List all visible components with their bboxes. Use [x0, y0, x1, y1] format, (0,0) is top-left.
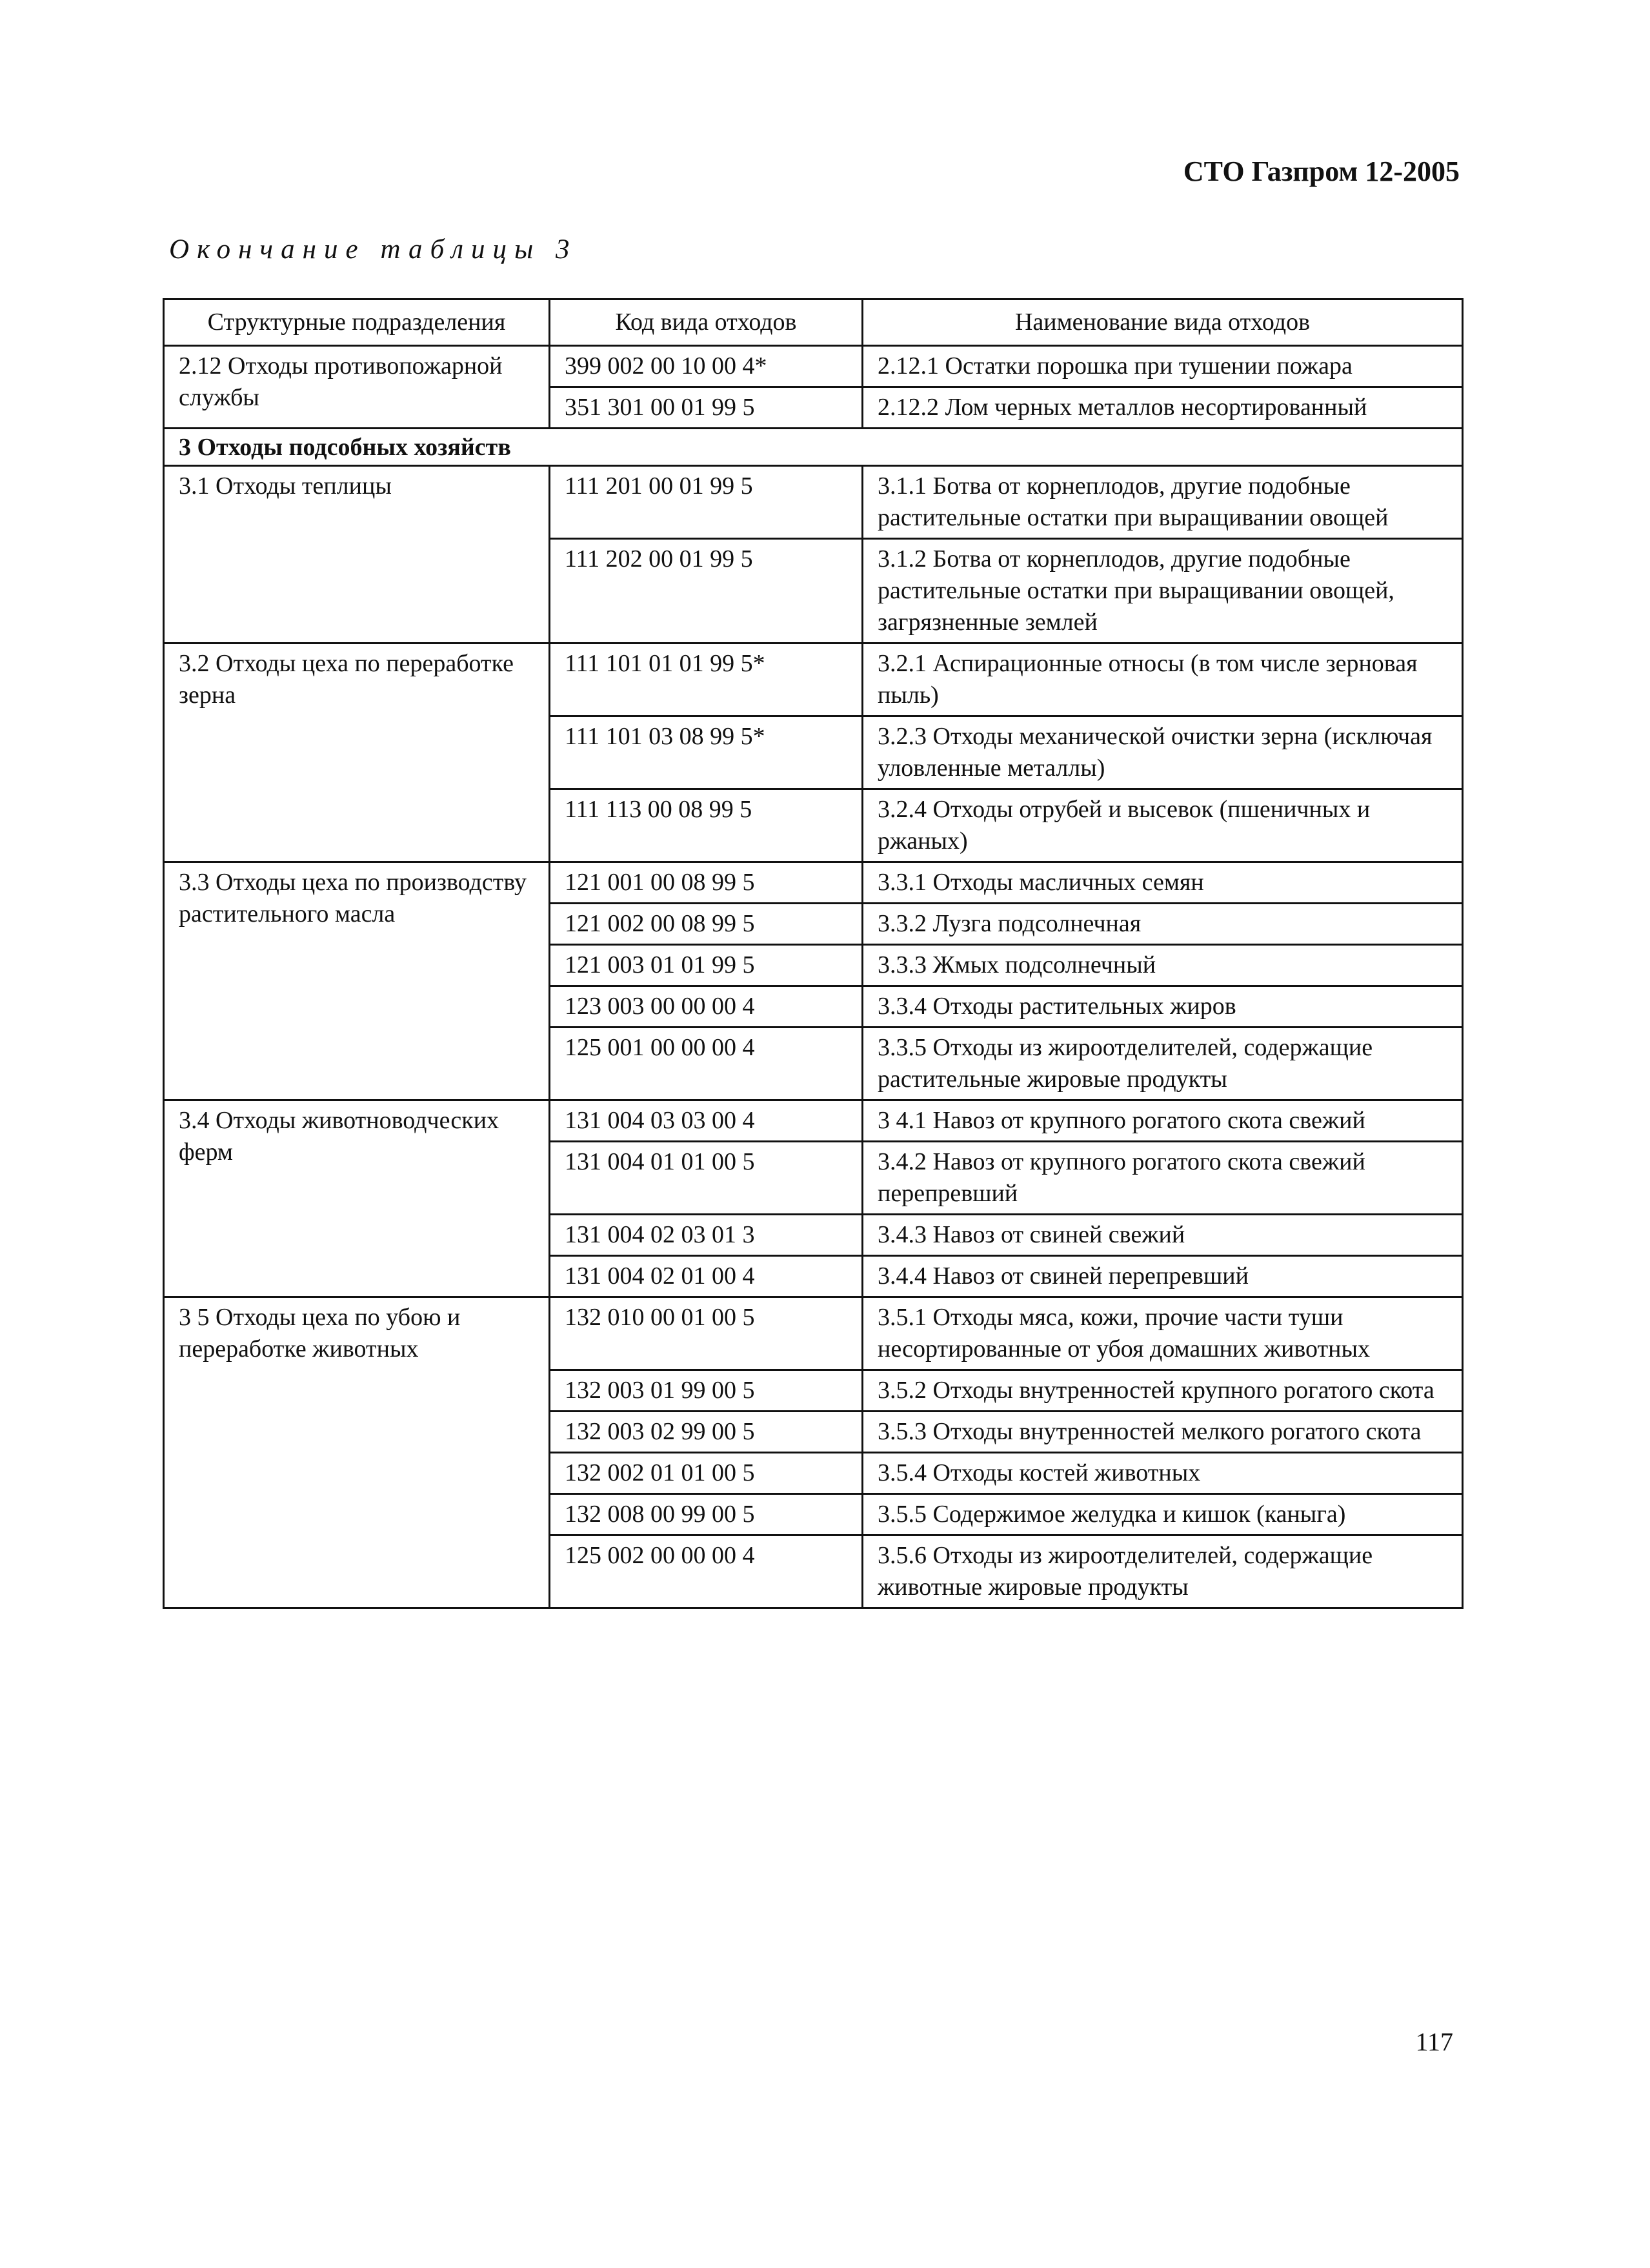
waste-name-cell: 2.12.2 Лом черных металлов несортированный [863, 387, 1463, 429]
unit-cell: 3 5 Отходы цеха по убою и переработке животных [164, 1297, 550, 1608]
waste-name-cell: 3.5.4 Отходы костей животных [863, 1453, 1463, 1494]
waste-code-cell: 131 004 03 03 00 4 [550, 1100, 863, 1142]
table-caption: Окончание таблицы 3 [169, 234, 578, 265]
waste-code-cell: 111 201 00 01 99 5 [550, 466, 863, 539]
table-body [164, 346, 1463, 1608]
waste-code-cell: 111 101 03 08 99 5* [550, 716, 863, 789]
waste-code-cell: 111 113 00 08 99 5 [550, 789, 863, 862]
waste-name-cell: 3.5.5 Содержимое желудка и кишок (каныга) [863, 1494, 1463, 1535]
waste-code-cell: 123 003 00 00 00 4 [550, 986, 863, 1028]
table-row [164, 346, 1463, 387]
waste-name-cell: 2.12.1 Остатки порошка при тушении пожара [863, 346, 1463, 387]
waste-name-cell: 3.4.3 Навоз от свиней свежий [863, 1215, 1463, 1256]
waste-code-cell: 131 004 01 01 00 5 [550, 1142, 863, 1215]
unit-cell: 3.3 Отходы цеха по производству растительного масла [164, 862, 550, 1100]
waste-name-cell: 3.1.2 Ботва от корнеплодов, другие подобные растительные остатки при выращивании овощей, загрязненные землей [863, 539, 1463, 643]
waste-code-cell: 111 202 00 01 99 5 [550, 539, 863, 643]
waste-name-cell: 3.3.2 Лузга подсолнечная [863, 904, 1463, 945]
document-standard-code: СТО Газпром 12-2005 [1183, 156, 1460, 187]
waste-name-cell: 3.2.1 Аспирационные относы (в том числе зерновая пыль) [863, 643, 1463, 716]
waste-code-cell: 111 101 01 01 99 5* [550, 643, 863, 716]
unit-cell: 3.1 Отходы теплицы [164, 466, 550, 643]
waste-code-cell: 399 002 00 10 00 4* [550, 346, 863, 387]
unit-cell: 3.4 Отходы животноводческих ферм [164, 1100, 550, 1297]
waste-code-cell: 132 008 00 99 00 5 [550, 1494, 863, 1535]
unit-cell: 2.12 Отходы противопожарной службы [164, 346, 550, 429]
waste-table [163, 298, 1464, 1609]
waste-name-cell: 3.5.3 Отходы внутренностей мелкого рогатого скота [863, 1412, 1463, 1453]
table-row [164, 643, 1463, 716]
waste-code-cell: 132 003 02 99 00 5 [550, 1412, 863, 1453]
waste-code-cell: 131 004 02 03 01 3 [550, 1215, 863, 1256]
waste-code-cell: 121 001 00 08 99 5 [550, 862, 863, 904]
table-header-row [164, 299, 1463, 346]
waste-name-cell: 3.5.2 Отходы внутренностей крупного рогатого скота [863, 1370, 1463, 1412]
table-row [164, 466, 1463, 539]
waste-code-cell: 132 003 01 99 00 5 [550, 1370, 863, 1412]
waste-code-cell: 351 301 00 01 99 5 [550, 387, 863, 429]
waste-name-cell: 3.5.6 Отходы из жироотделителей, содержащие животные жировые продукты [863, 1535, 1463, 1608]
column-header-name: Наименование вида отходов [863, 299, 1463, 346]
waste-code-cell: 121 002 00 08 99 5 [550, 904, 863, 945]
waste-name-cell: 3.1.1 Ботва от корнеплодов, другие подобные растительные остатки при выращивании овощей [863, 466, 1463, 539]
waste-code-cell: 125 002 00 00 00 4 [550, 1535, 863, 1608]
waste-name-cell: 3 4.1 Навоз от крупного рогатого скота свежий [863, 1100, 1463, 1142]
waste-name-cell: 3.3.1 Отходы масличных семян [863, 862, 1463, 904]
table-row [164, 862, 1463, 904]
unit-cell: 3.2 Отходы цеха по переработке зерна [164, 643, 550, 862]
column-header-code: Код вида отходов [550, 299, 863, 346]
section-row [164, 429, 1463, 466]
waste-name-cell: 3.5.1 Отходы мяса, кожи, прочие части туши несортированные от убоя домашних животных [863, 1297, 1463, 1370]
waste-code-cell: 125 001 00 00 00 4 [550, 1028, 863, 1100]
waste-name-cell: 3.4.4 Навоз от свиней перепревший [863, 1256, 1463, 1297]
waste-code-cell: 132 010 00 01 00 5 [550, 1297, 863, 1370]
waste-code-cell: 131 004 02 01 00 4 [550, 1256, 863, 1297]
waste-name-cell: 3.4.2 Навоз от крупного рогатого скота свежий перепревший [863, 1142, 1463, 1215]
waste-name-cell: 3.3.4 Отходы растительных жиров [863, 986, 1463, 1028]
column-header-units: Структурные подразделения [164, 299, 550, 346]
section-title: 3 Отходы подсобных хозяйств [164, 429, 1463, 466]
page-number: 117 [1415, 2027, 1453, 2056]
table-row [164, 1297, 1463, 1370]
waste-name-cell: 3.3.3 Жмых подсолнечный [863, 945, 1463, 986]
waste-name-cell: 3.2.3 Отходы механической очистки зерна (исключая уловленные металлы) [863, 716, 1463, 789]
table-row [164, 1100, 1463, 1142]
waste-code-cell: 132 002 01 01 00 5 [550, 1453, 863, 1494]
waste-name-cell: 3.3.5 Отходы из жироотделителей, содержащие растительные жировые продукты [863, 1028, 1463, 1100]
waste-name-cell: 3.2.4 Отходы отрубей и высевок (пшеничных и ржаных) [863, 789, 1463, 862]
waste-code-cell: 121 003 01 01 99 5 [550, 945, 863, 986]
